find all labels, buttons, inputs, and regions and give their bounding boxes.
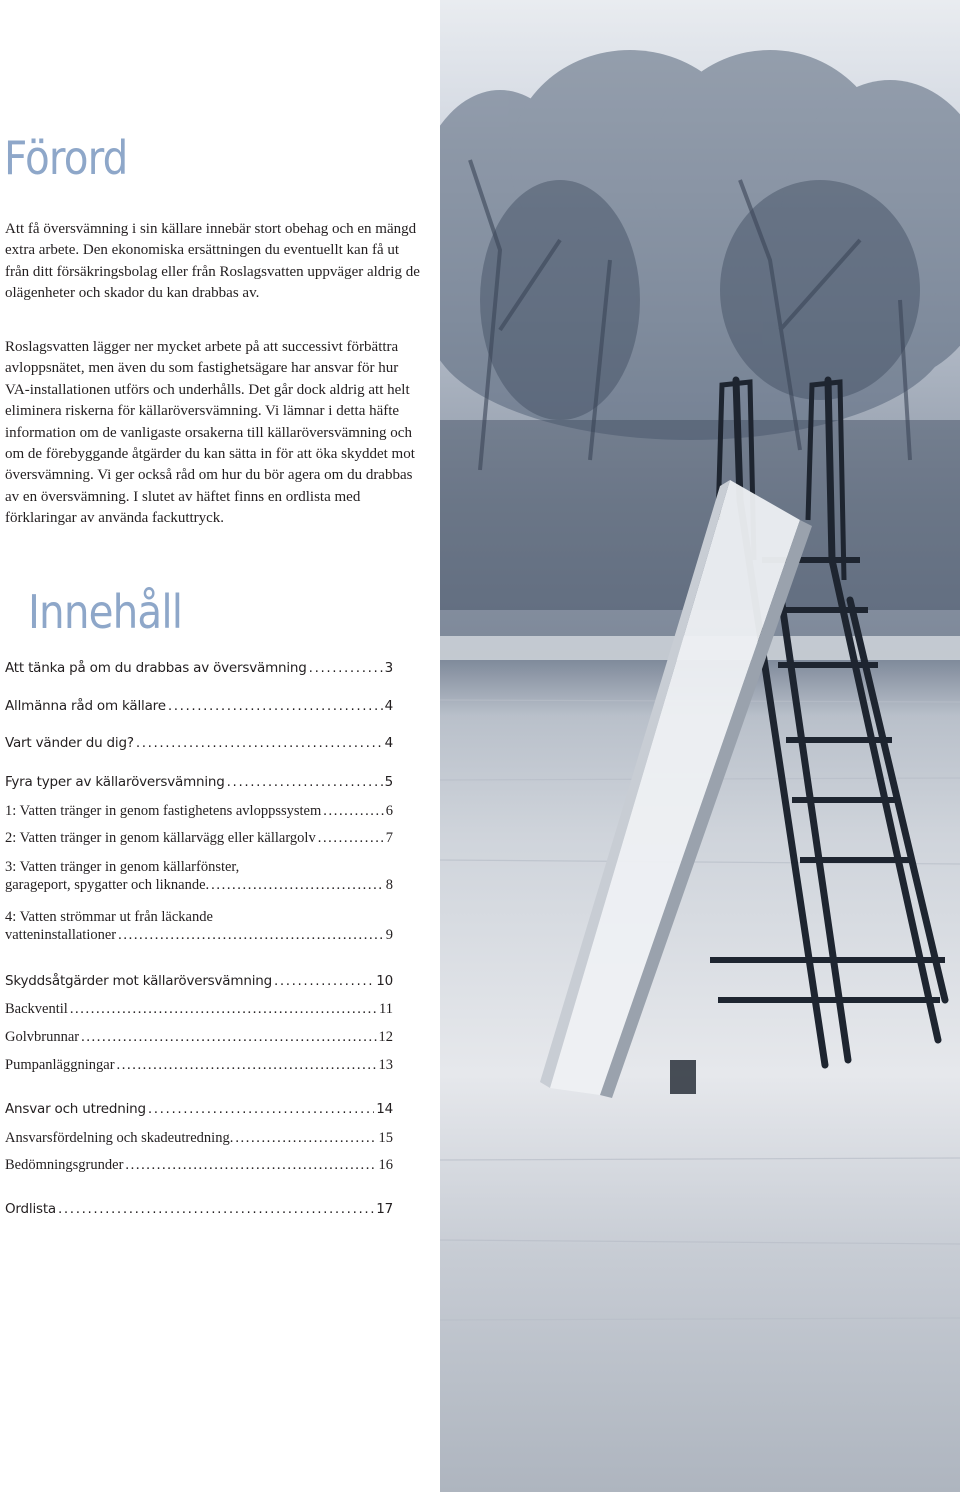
toc-entry-label: Att tänka på om du drabbas av översvämning bbox=[5, 660, 307, 676]
toc-page-number: 8 bbox=[385, 877, 393, 893]
toc-entry bbox=[5, 1130, 393, 1147]
toc-entry-label: garageport, spygatter och liknande. bbox=[5, 877, 210, 893]
toc-entry-label: vatteninstallationer bbox=[5, 927, 117, 943]
forord-paragraph-2: Roslagsvatten lägger ner mycket arbete på att successivt förbättra avloppsnätet, men även du som fastighetsägare har ansvar för hur VA-installationen utförs och underhålls. Det går dock aldrig att helt eliminera riskerna för källaröversvämning. Vi lämnar i detta häfte information om de vanligaste orsakerna till källaröversvämning och om de förebyggande åtgärder du kan sätta in för att öka skyddet mot översvämning. Vi ger också råd om hur du bör agera om du drabbas av en översvämning. I slutet av häftet finns en ordlista med förklaringar av använda fackuttryck. bbox=[5, 339, 415, 527]
toc-entry-label: Ansvarsfördelning och skadeutredning. bbox=[5, 1130, 234, 1146]
toc-entry-label: Bedömningsgrunder bbox=[5, 1157, 124, 1173]
toc-entry bbox=[5, 973, 393, 989]
toc-page-number: 5 bbox=[384, 774, 393, 790]
dot-leader bbox=[323, 803, 383, 820]
toc-entry bbox=[5, 735, 393, 751]
dot-leader bbox=[318, 830, 384, 847]
toc-entry-label-line: 4: Vatten strömmar ut från läckande bbox=[5, 909, 213, 925]
toc-entry-label: Backventil bbox=[5, 1001, 68, 1017]
toc-page-number: 4 bbox=[384, 735, 393, 751]
toc-page-number: 7 bbox=[385, 830, 393, 846]
toc-page-number: 16 bbox=[378, 1157, 393, 1173]
toc-entry-label: Pumpanläggningar bbox=[5, 1057, 115, 1073]
toc-entry-label: Skyddsåtgärder mot källaröversvämning bbox=[5, 973, 272, 989]
toc-entry-label: 2: Vatten tränger in genom källarvägg eller källargolv bbox=[5, 830, 316, 846]
dot-leader bbox=[211, 877, 384, 894]
dot-leader bbox=[117, 1057, 377, 1074]
toc-entry bbox=[5, 907, 393, 944]
dot-leader bbox=[235, 1130, 376, 1147]
forord-title: Förord bbox=[4, 131, 128, 185]
toc-entry bbox=[5, 1101, 393, 1117]
toc-page-number: 3 bbox=[384, 660, 393, 676]
cover-photo bbox=[440, 0, 960, 1492]
toc-page-number: 17 bbox=[376, 1201, 393, 1217]
toc-entry-label: 1: Vatten tränger in genom fastighetens avloppssystem bbox=[5, 803, 322, 819]
toc-page-number: 13 bbox=[378, 1057, 393, 1073]
toc-entry bbox=[5, 698, 393, 714]
toc-entry bbox=[5, 1029, 393, 1046]
toc-entry-label: Ordlista bbox=[5, 1201, 57, 1217]
toc-page-number: 11 bbox=[379, 1001, 393, 1017]
toc-entry bbox=[5, 830, 393, 847]
dot-leader bbox=[58, 1201, 374, 1217]
dot-leader bbox=[148, 1101, 374, 1117]
dot-leader bbox=[274, 973, 374, 989]
toc-entry bbox=[5, 1001, 393, 1018]
toc-page-number: 15 bbox=[378, 1130, 393, 1146]
toc-entry bbox=[5, 857, 393, 894]
toc-page-number: 14 bbox=[376, 1101, 393, 1117]
dot-leader bbox=[309, 660, 383, 676]
dot-leader bbox=[70, 1001, 377, 1018]
flooded-slide-illustration bbox=[440, 0, 960, 1492]
toc-entry-label: Vart vänder du dig? bbox=[5, 735, 134, 751]
toc-entry bbox=[5, 1157, 393, 1174]
toc-entry bbox=[5, 803, 393, 820]
dot-leader bbox=[168, 698, 383, 714]
toc-page-number: 12 bbox=[378, 1029, 393, 1045]
toc-page-number: 6 bbox=[385, 803, 393, 819]
toc-entry-label-line: 3: Vatten tränger in genom källarfönster, bbox=[5, 859, 240, 875]
dot-leader bbox=[81, 1029, 376, 1046]
dot-leader bbox=[227, 774, 383, 790]
innehall-title: Innehåll bbox=[28, 585, 183, 639]
toc-entry-label: Golvbrunnar bbox=[5, 1029, 80, 1045]
toc-entry bbox=[5, 660, 393, 676]
toc-page-number: 4 bbox=[384, 698, 393, 714]
dot-leader bbox=[136, 735, 383, 751]
toc-entry bbox=[5, 1201, 393, 1217]
toc-entry bbox=[5, 1057, 393, 1074]
dot-leader bbox=[118, 927, 384, 944]
forord-paragraph-1: Att få översvämning i sin källare innebär stort obehag och en mängd extra arbete. Den ekonomiska ersättningen du eventuellt kan få ut från ditt försäkringsbolag eller från Roslagsvatten uppväger aldrig de olägenheter och skador du kan drabbas av. bbox=[5, 221, 420, 302]
toc-page-number: 9 bbox=[385, 927, 393, 943]
dot-leader bbox=[125, 1157, 376, 1174]
toc-entry-label: Fyra typer av källaröversvämning bbox=[5, 774, 225, 790]
toc-entry bbox=[5, 774, 393, 790]
toc-page-number: 10 bbox=[376, 973, 393, 989]
toc-entry-label: Ansvar och utredning bbox=[5, 1101, 146, 1117]
toc-entry-label: Allmänna råd om källare bbox=[5, 698, 166, 714]
